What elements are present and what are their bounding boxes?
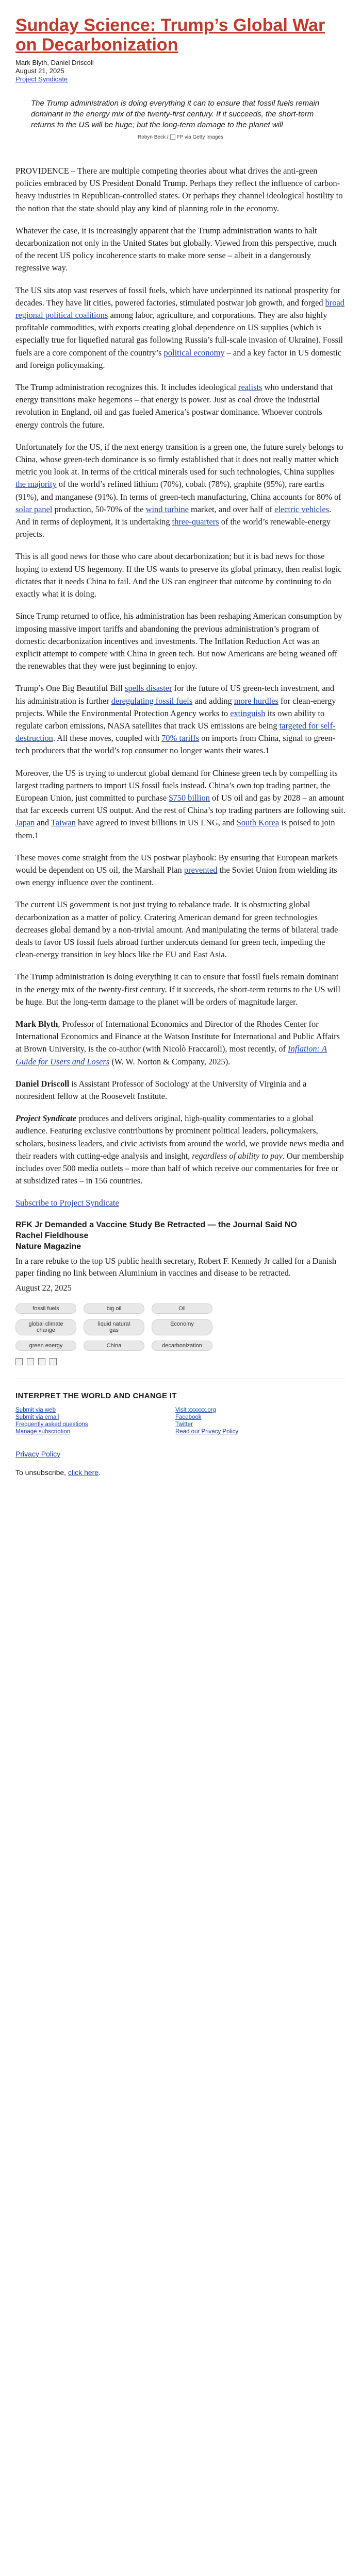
related-summary: In a rare rebuke to the top US public health secretary, Robert F. Kennedy Jr called for a Danish paper finding no link between Aluminium in vaccines and disease to be retracted. bbox=[15, 1256, 337, 1278]
footer-column-left bbox=[15, 1406, 175, 1435]
footer bbox=[15, 1379, 346, 1477]
article-date: August 21, 2025 bbox=[15, 67, 64, 75]
unsubscribe-link[interactable]: click here bbox=[68, 1468, 99, 1477]
inline-link[interactable]: electric vehicles bbox=[274, 504, 330, 514]
footer-link[interactable]: Facebook bbox=[175, 1414, 202, 1420]
inline-link[interactable]: solar panel bbox=[15, 504, 53, 514]
article-title[interactable]: Sunday Science: Trump’s Global War on Decarbonization bbox=[15, 15, 325, 55]
book-link[interactable]: Inflation: A Guide for Users and Losers bbox=[15, 1044, 327, 1066]
footer-column-right bbox=[175, 1406, 335, 1435]
footer-links bbox=[15, 1406, 346, 1435]
publisher-blurb: Project Syndicate produces and delivers original, high-quality commentaries to a global audience. Featuring exclusive contributions by prominent political leaders, policymakers, scholars, business leaders, and civic activists from around the world, we provide news media and their readers with cutting-edge analysis and insight, regardless of ability to pay. Our membership includes over 500 media outlets – more than half of which receive our commentaries for free or at subsidized rates – in 156 countries. bbox=[15, 1113, 344, 1186]
paragraph: The Trump administration is doing everything it can to ensure that fossil fuels remain dominant in the energy mix of the twenty-first century. If it succeeds, the short-term returns to the US will be huge. But the long-term damage to the planet will be orders of magnitude larger. bbox=[15, 972, 340, 1007]
inline-link[interactable]: three-quarters bbox=[172, 517, 219, 527]
paragraph: Moreover, the US is trying to undercut global demand for Chinese green tech by compelling its largest trading partners to import US fossil fuels instead. China’s own top trading partner, the European Union, just committed to purchase $750 billion of US oil and gas by 2028 – an amount that far exceeds current US output. And the rest of China’s top trading partners are following suit. Japan and Taiwan have agreed to invest billions in US LNG, and South Korea is poised to join them.1 bbox=[15, 768, 346, 840]
tag[interactable]: Oil bbox=[152, 1303, 212, 1314]
article-meta bbox=[15, 59, 346, 83]
tag[interactable]: decarbonization bbox=[152, 1341, 212, 1351]
paragraph: The current US government is not just trying to rebalance trade. It is obstructing global decarbonization as a matter of policy. Cratering American demand for green technologies decreases global demand by a non-trivial amount. And manipulating the terms of bilateral trade deals to favor US fossil fuels abroad further undercuts demand for green tech, impeding the clean-energy transition in key blocs like the EU and East Asia. bbox=[15, 900, 338, 960]
tag[interactable]: liquid natural gas bbox=[84, 1319, 144, 1335]
share-icon-linkedin[interactable] bbox=[38, 1358, 45, 1365]
tag[interactable]: big oil bbox=[84, 1303, 144, 1314]
inline-link[interactable]: more hurdles bbox=[234, 696, 278, 706]
tag[interactable]: China bbox=[84, 1341, 144, 1351]
privacy-policy-link[interactable]: Privacy Policy bbox=[15, 1449, 61, 1458]
paragraph: Whatever the case, it is increasingly apparent that the Trump administration wants to halt decarbonization not only in the United States but globally. Viewed from this perspective, much of the recent US policy incoherence starts to make more sense – albeit in a dangerously regressive way. bbox=[15, 225, 337, 273]
share-icon-email[interactable] bbox=[50, 1358, 57, 1365]
tag-list bbox=[15, 1303, 278, 1351]
paragraph: Trump’s One Big Beautiful Bill spells disaster for the future of US green-tech investment, and his administration is further deregulating fossil fuels and adding more hurdles for clean-energy projects. While the Environmental Protection Agency works to extinguish its own ability to regulate carbon emissions, NASA satellites that track US emissions are being targeted for self-destruction. All these moves, coupled with 70% tariffs on imports from China, signal to green-tech producers that the world’s top consumer no longer wants their wares.1 bbox=[15, 683, 336, 756]
paragraph: The Trump administration recognizes this. It includes ideological realists who understand that energy transitions make hegemons – that energy is power. Just as coal drove the industrial revolution in England, oil and gas fueled America’s postwar dominance. Whoever controls energy controls the future. bbox=[15, 382, 333, 430]
article-lede: The Trump administration is doing everything it can to ensure that fossil fuels remain dominant in the energy mix of the twenty-first century. If it succeeds, the short-term returns to the US will be huge; but the long-term damage to the planet will bbox=[31, 99, 320, 129]
tag[interactable]: green energy bbox=[15, 1341, 76, 1351]
broken-image-icon bbox=[170, 134, 175, 140]
related-author: Rachel Fieldhouse bbox=[15, 1231, 89, 1240]
inline-link[interactable]: $750 billion bbox=[169, 792, 210, 803]
inline-link[interactable]: realists bbox=[238, 382, 262, 393]
footer-link[interactable]: Submit via web bbox=[15, 1406, 56, 1413]
subscribe-link[interactable]: Subscribe to Project Syndicate bbox=[15, 1198, 119, 1208]
inline-link[interactable]: deregulating fossil fuels bbox=[111, 696, 193, 706]
unsubscribe-line: To unsubscribe, click here. bbox=[15, 1468, 101, 1477]
footer-bottom bbox=[15, 1450, 346, 1477]
author-bio: Mark Blyth, Professor of International Economics and Director of the Rhodes Center for International Economics and Finance at the Watson Institute for International and Public Affairs at Brown University, is the co-author (with Nicolò Fraccaroli), most recently, of Inflation: A Guide for Users and Losers (W. W. Norton & Company, 2025). bbox=[15, 1019, 340, 1066]
inline-link[interactable]: Japan bbox=[15, 818, 35, 828]
related-title[interactable]: RFK Jr Demanded a Vaccine Study Be Retracted — the Journal Said NO bbox=[15, 1220, 297, 1229]
inline-link[interactable]: targeted for self-destruction bbox=[15, 720, 336, 743]
footer-title: INTERPRET THE WORLD AND CHANGE IT bbox=[15, 1391, 177, 1400]
tag[interactable]: global climate change bbox=[15, 1319, 76, 1335]
inline-link[interactable]: South Korea bbox=[236, 818, 280, 828]
related-story bbox=[15, 1219, 346, 1293]
inline-link[interactable]: extinguish bbox=[230, 708, 266, 718]
footer-link[interactable]: Visit xxxxxx.org bbox=[175, 1406, 217, 1413]
article-body bbox=[15, 165, 346, 1210]
footer-link[interactable]: Twitter bbox=[175, 1421, 193, 1428]
paragraph: PROVIDENCE – There are multiple competing theories about what drives the anti-green policies embraced by US President Donald Trump. Perhaps they reflect the influence of carbon-heavy industries in Republican-controlled states. Or perhaps they channel ideological hostility to the notion that the state should play any kind of planning role in the economy. bbox=[15, 166, 343, 213]
paragraph: Unfortunately for the US, if the next energy transition is a green one, the future surely belongs to China, whose green-tech dominance is so firmly established that it does not really matter which metric you look at. In terms of the critical minerals used for such technologies, China supplies the majority of the world’s refined lithium (70%), cobalt (78%), graphite (95%), rare earths (91%), and manganese (91%). In terms of green-tech manufacturing, China accounts for 80% of solar panel production, 50-70% of the wind turbine market, and over half of electric vehicles. And in terms of deployment, it is undertaking three-quarters of the world’s renewable-energy projects. bbox=[15, 442, 343, 539]
image-caption: Robyn Beck / FP via Getty Images bbox=[138, 134, 223, 140]
article-authors: Mark Blyth, Daniel Driscoll bbox=[15, 59, 94, 66]
share-icons bbox=[15, 1358, 346, 1365]
footer-link[interactable]: Frequently asked questions bbox=[15, 1421, 88, 1428]
footer-link[interactable]: Read our Privacy Policy bbox=[175, 1428, 239, 1435]
footer-link[interactable]: Manage subscription bbox=[15, 1428, 71, 1435]
author-bio: Daniel Driscoll is Assistant Professor of Sociology at the University of Virginia and a nonresident fellow at the Roosevelt Institute. bbox=[15, 1078, 307, 1101]
inline-link[interactable]: political economy bbox=[163, 347, 225, 358]
paragraph: The US sits atop vast reserves of fossil fuels, which have underpinned its national prosperity for decades. They have lit cities, powered factories, stimulated postwar job growth, and forged broad regional political coalitions among labor, agriculture, and corporations. They are also highly profitable commodities, with exports creating global dependence on US supplies (which is especially true for liquefied natural gas following Russia’s full-scale invasion of Ukraine). Fossil fuels are a core component of the country’s political economy – and a key factor in US domestic and foreign policymaking. bbox=[15, 285, 344, 370]
paragraph: Since Trump returned to office, his administration has been reshaping American consumption by imposing massive import tariffs and abandoning the previous administration’s program of domestic decarbonization incentives and investments. The Inflation Reduction Act was an explicit attempt to compete with China in green tech. But now Americans are being weaned off the renewables that they were just beginning to enjoy. bbox=[15, 611, 342, 671]
article-source-link[interactable]: Project Syndicate bbox=[15, 75, 68, 83]
footer-link[interactable]: Submit via email bbox=[15, 1414, 59, 1420]
related-date: August 22, 2025 bbox=[15, 1282, 72, 1293]
inline-link[interactable]: spells disaster bbox=[125, 683, 172, 693]
tag[interactable]: Economy bbox=[152, 1319, 212, 1335]
inline-link[interactable]: the majority bbox=[15, 479, 57, 489]
inline-link[interactable]: broad regional political coalitions bbox=[15, 297, 344, 320]
inline-link[interactable]: prevented bbox=[184, 865, 218, 875]
paragraph: This is all good news for those who care about decarbonization; but it is bad news for those hoping to extend US hegemony. If the US wants to preserve its global primacy, then realist logic dictates that it needs China to fail. And the US can engineer that outcome by continuing to do exactly what it is doing. bbox=[15, 551, 342, 599]
paragraph: These moves come straight from the US postwar playbook: By ensuring that European markets would be dependent on US oil, the Marshall Plan prevented the Soviet Union from wielding its own energy influence over the continent. bbox=[15, 852, 338, 888]
inline-link[interactable]: 70% tariffs bbox=[161, 733, 200, 743]
inline-link[interactable]: wind turbine bbox=[145, 504, 189, 514]
share-icon-facebook[interactable] bbox=[15, 1358, 23, 1365]
share-icon-twitter[interactable] bbox=[27, 1358, 34, 1365]
inline-link[interactable]: Taiwan bbox=[51, 818, 76, 828]
related-source: Nature Magazine bbox=[15, 1242, 81, 1251]
tag[interactable]: fossil fuels bbox=[15, 1303, 76, 1314]
